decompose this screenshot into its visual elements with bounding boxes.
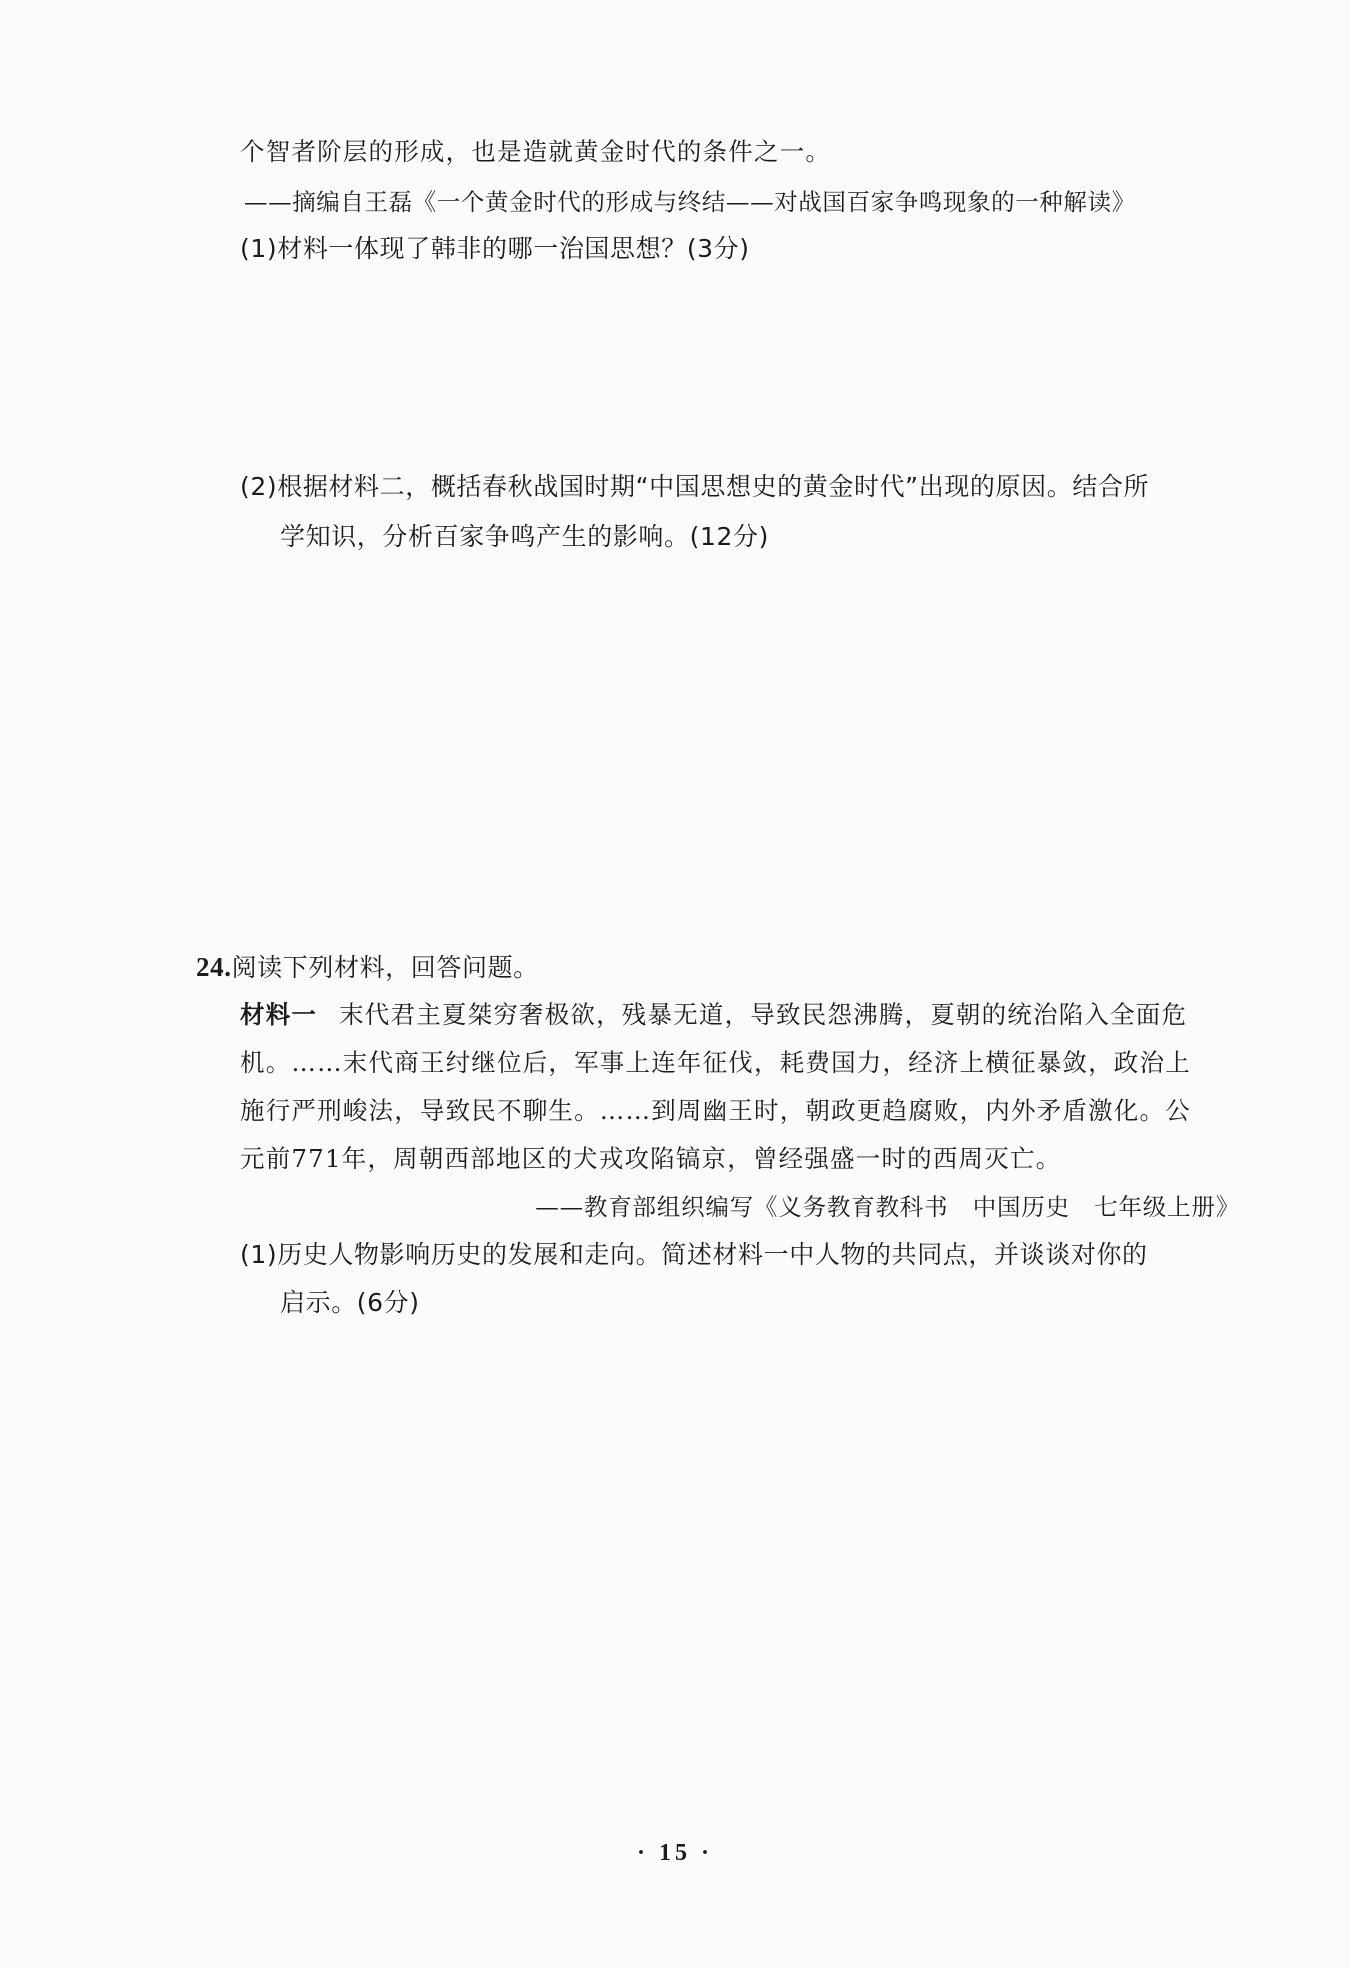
q24-sub-question-1-line1: (1)历史人物影响历史的发展和走向。简述材料一中人物的共同点，并谈谈对你的 (240, 1240, 1148, 1269)
material-text-tail: 个智者阶层的形成，也是造就黄金时代的条件之一。 (240, 137, 832, 166)
q24-material1-line3: 施行严刑峻法，导致民不聊生。……到周幽王时，朝政更趋腐败，内外矛盾激化。公 (240, 1096, 1191, 1125)
material1-text-1: 末代君主夏桀穷奢极欲，残暴无道，导致民怨沸腾，夏朝的统治陷入全面危 (339, 1000, 1188, 1029)
q24-material1-line1 (240, 998, 1187, 1032)
q23-sub-question-1: (1)材料一体现了韩非的哪一治国思想？(3分) (240, 234, 750, 263)
material1-label: 材料一 (240, 1000, 318, 1029)
q24-material1-line4: 元前771年，周朝西部地区的犬戎攻陷镐京，曾经强盛一时的西周灭亡。 (240, 1144, 1062, 1173)
q24-number: 24. (196, 952, 232, 982)
q24-sub-question-1-line2: 启示。(6分) (280, 1288, 420, 1317)
page-number: · 15 · (636, 1840, 713, 1866)
q24-header (196, 950, 539, 985)
q24-material-source: ——教育部组织编写《义务教育教科书 中国历史 七年级上册》 (535, 1193, 1240, 1221)
q23-sub-question-2-line1: (2)根据材料二，概括春秋战国时期“中国思想史的黄金时代”出现的原因。结合所 (240, 472, 1150, 501)
q24-prompt: 阅读下列材料，回答问题。 (231, 953, 539, 982)
q24-material1-line2: 机。……末代商王纣继位后，军事上连年征伐，耗费国力，经济上横征暴敛，政治上 (240, 1048, 1191, 1077)
q23-sub-question-2-line2: 学知识，分析百家争鸣产生的影响。(12分) (280, 522, 769, 551)
material-source: ——摘编自王磊《一个黄金时代的形成与终结——对战国百家争鸣现象的一种解读》 (244, 188, 1136, 216)
